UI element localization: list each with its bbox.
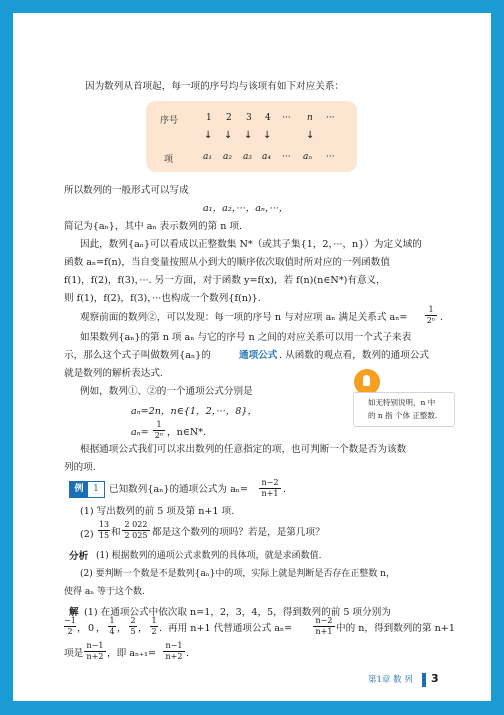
fraction-den: 2 025 bbox=[124, 531, 148, 540]
fraction bbox=[425, 305, 437, 326]
paragraph-line: 因此，数列{aₙ}可以看成以正整数集 N*（或其子集{1，2，···，n}）为定义域的 bbox=[80, 239, 422, 250]
table-cell: a₁ bbox=[203, 152, 212, 162]
question-2: 都是这个数列的项吗？若是，是第几项？ bbox=[152, 527, 325, 538]
note-line: 的 n 指 个体 正整数. bbox=[368, 411, 438, 420]
analysis-line: (2) 要判断一个数是不是数列{aₙ}中的项，实际上就是判断是否存在正整数 n， bbox=[80, 569, 395, 579]
paragraph-line: 根据通项公式我们可以求出数列的任意指定的项，也可判断一个数是否为该数 bbox=[80, 444, 407, 455]
fraction bbox=[108, 616, 116, 637]
down-arrow-icon: ↓ bbox=[244, 130, 253, 141]
footer-chapter: 第1章 数 列 bbox=[368, 675, 413, 685]
table-row1-label: 序号 bbox=[160, 116, 179, 126]
table-cell: ··· bbox=[282, 113, 291, 123]
fraction-num: n−2 bbox=[313, 616, 335, 627]
fraction bbox=[259, 478, 281, 499]
solution-line: ，即 aₙ₊₁= bbox=[107, 648, 157, 659]
term-general-formula: 通项公式 bbox=[239, 350, 278, 361]
paragraph: 所以数列的一般形式可以写成 bbox=[64, 185, 189, 196]
table-cell: aₙ bbox=[303, 152, 313, 162]
fraction-num: 1 bbox=[151, 616, 157, 625]
analysis-line: (1) 根据数列的通项公式求数列的具体项，就是求函数值. bbox=[96, 551, 322, 561]
paragraph-line: 示，那么这个式子叫做数列{aₙ}的 bbox=[64, 350, 211, 361]
solution-line: 项是 bbox=[64, 648, 84, 659]
intro-text: 因为数列从首项起，每一项的序号均与该项有如下对应关系： bbox=[85, 81, 345, 92]
analysis-line: 使得 aₙ 等于这个数. bbox=[64, 587, 145, 597]
down-arrow-icon: ↓ bbox=[204, 130, 213, 141]
fraction-den: n+2 bbox=[86, 652, 104, 661]
fraction bbox=[84, 641, 106, 662]
value: 0 bbox=[88, 623, 95, 634]
solution-line: (1) 在通项公式中依次取 n=1，2，3，4，5，得到数列的前 5 项分别为 bbox=[84, 607, 391, 618]
table-cell: 4 bbox=[265, 113, 271, 123]
solution-line: 中的 n，得到数列的第 n+1 bbox=[336, 623, 455, 634]
fraction-num: 13 bbox=[98, 520, 110, 529]
formula: aₙ=2n，n∈{1，2，···，8}， bbox=[131, 406, 258, 417]
fraction-num: n−1 bbox=[163, 641, 185, 652]
fraction-den: n+2 bbox=[165, 652, 183, 661]
fraction-num: n−2 bbox=[259, 478, 281, 489]
fraction-num: 1 bbox=[153, 420, 165, 431]
paragraph-line: . 从函数的观点看，数列的通项公式 bbox=[279, 350, 430, 361]
fraction-den: 2ⁿ bbox=[426, 316, 436, 325]
fraction-den: n+1 bbox=[315, 627, 333, 636]
fraction-den: 15 bbox=[98, 531, 110, 540]
fraction-den: 4 bbox=[109, 627, 115, 636]
fraction-den: 2 bbox=[151, 627, 157, 636]
fraction bbox=[153, 420, 165, 441]
table-cell: 3 bbox=[246, 113, 252, 123]
paragraph-line: 列的项. bbox=[64, 462, 96, 473]
table-cell: a₄ bbox=[262, 152, 271, 162]
table-cell: ··· bbox=[326, 113, 335, 123]
analysis-label: 分析 bbox=[69, 551, 89, 562]
footer-divider bbox=[422, 673, 426, 687]
table-cell: ··· bbox=[282, 152, 291, 162]
fraction-den: 2ⁿ bbox=[154, 431, 164, 440]
fraction bbox=[122, 520, 150, 541]
fraction: −1 2 bbox=[64, 616, 76, 636]
paragraph: 观察前面的数列②，可以发现：每一项的序号 n 与对应项 aₙ 满足关系式 aₙ= bbox=[80, 312, 408, 323]
paragraph-line: 则 f(1)，f(2)，f(3)，···也构成一个数列{f(n)}. bbox=[64, 293, 261, 304]
formula: a₁，a₂，···，aₙ，···， bbox=[203, 203, 289, 214]
down-arrow-icon: ↓ bbox=[263, 130, 272, 141]
table-cell: ··· bbox=[326, 152, 335, 162]
side-note bbox=[353, 392, 455, 427]
paragraph: 例如，数列①、②的一个通项公式分别是 bbox=[80, 386, 253, 397]
solution-line: 再用 n+1 代替通项公式 aₙ= bbox=[168, 623, 293, 634]
fraction bbox=[163, 641, 185, 662]
table-cell: a₃ bbox=[243, 152, 252, 162]
paragraph-line: 函数 aₙ=f(n)，当自变量按照从小到大的顺序依次取值时所对应的一列函数值 bbox=[64, 257, 390, 268]
down-arrow-icon: ↓ bbox=[224, 130, 233, 141]
table-cell: n bbox=[307, 113, 313, 123]
fraction-den: n+1 bbox=[261, 489, 279, 498]
example-badge-label: 例 bbox=[70, 482, 88, 497]
note-line: 如无特别说明，n 中 bbox=[368, 398, 436, 407]
question-2-mid: 和 bbox=[111, 527, 121, 538]
fraction-den: 2 bbox=[67, 627, 73, 636]
paragraph-line: f(1)，f(2)，f(3)，···. 另一方面，对于函数 y=f(x)，若 f(n)(n∈N*)有意义， bbox=[64, 275, 386, 286]
example-badge-number: 1 bbox=[93, 484, 99, 494]
table-cell: 1 bbox=[206, 113, 212, 123]
solution-label: 解 bbox=[69, 607, 79, 618]
fraction-den: 5 bbox=[130, 627, 136, 636]
fraction-num: 1 bbox=[425, 305, 437, 316]
fraction bbox=[150, 616, 158, 637]
fraction-num: 1 bbox=[109, 616, 115, 625]
example-badge bbox=[69, 481, 105, 498]
page: 因为数列从首项起，每一项的序号均与该项有如下对应关系： 序号 1 2 3 4 ··· n ··· ↓ ↓ ↓ ↓ ↓ 项 a₁ a₂ a₃ a₄ ··· aₙ ··· 所以数列的一般形式可以写成 a₁，a₂，···，aₙ，···， 简记为{aₙ}，其中 aₙ 表示数列的第 n 项. 因此，数列{aₙ}可以看成以正整数集 N*（或其子集{1，2，···，n}）为定义域的 函数 aₙ=f(n)，当自变量按照从小到大的顺序依次取值时所对应的一列函数值 f(1)，f(2)，f(3)，···. 另一方面，对于函数 y=f(x)，若 f(n)(n∈N*)有意义， 则 f(1)，f(2)，f(3)，···也构成一个数列{f(n)}. 观察前面的数列②，可以发现：每一项的序号 n 与对应项 aₙ 满足关系式 aₙ= $\frac{1}{\text{2ⁿ}}$ . 如果数列{aₙ}的第 n 项 aₙ 与它的序号 n 之间的对应关系可以用一个式子来表 示，那么这个式子叫做数列{aₙ}的 通项公式 . 从函数的观点看，数列的通项公式 就是数列的解析表达式. 例如，数列①、②的一个通项公式分别是 aₙ=2n，n∈{1，2，···，8}， aₙ= $\frac{1}{\text{2ⁿ}}$ ，n∈N*. 如无特别说明，n 中 的 n 指 个体 正整数. 根据通项公式我们可以求出数列的任意指定的项，也可判断一个数是否为该数 列的项. 例 1 已知数列{aₙ}的通项公式为 aₙ= $\frac{n-2}{n+1}$ . (1) 写出数列的前 5 项及第 n+1 项. (2) $\frac{13}{15}$ 和 $\frac{2 022}{2 025}$ 都是这个数列的项吗？若是，是第几项？ 分析 (1) 根据数列的通项公式求数列的具体项，就是求函数值. (2) 要判断一个数是不是数列{aₙ}中的项，实际上就是判断是否存在正整数 n， 使得 aₙ 等于这个数. 解 (1) 在通项公式中依次取 n=1，2，3，4，5，得到数列的前 5 项分别为 −1 2 ， 0 ， $\frac{1}{4}$ ， $\frac{2}{5}$ ， $\frac{1}{2}$ . 再用 n+1 代替通项公式 aₙ= $\frac{n-2}{n+1}$ 中的 n，得到数列的第 n+1 项是 $\frac{n-1}{n+2}$ ，即 aₙ₊₁= $\frac{n-1}{n+2}$ . 第1章 数 列 3 bbox=[13, 13, 491, 701]
formula-prefix: aₙ= bbox=[131, 427, 149, 438]
fraction-num: 2 022 bbox=[122, 520, 150, 531]
fraction bbox=[129, 616, 137, 637]
paragraph-line: 如果数列{aₙ}的第 n 项 aₙ 与它的序号 n 之间的对应关系可以用一个式子来表 bbox=[80, 332, 412, 343]
fraction bbox=[313, 616, 335, 637]
fraction-num: 1 bbox=[70, 616, 76, 625]
formula-suffix: ，n∈N*. bbox=[167, 427, 207, 438]
table-row2-label: 项 bbox=[164, 155, 174, 165]
paragraph-line: 就是数列的解析表达式. bbox=[64, 368, 163, 379]
table-cell: a₂ bbox=[223, 152, 232, 162]
fraction bbox=[98, 520, 110, 541]
table-cell: 2 bbox=[226, 113, 232, 123]
fraction-num: 2 bbox=[130, 616, 136, 625]
fraction-num: n−1 bbox=[84, 641, 106, 652]
page-number: 3 bbox=[431, 672, 439, 685]
question-1: (1) 写出数列的前 5 项及第 n+1 项. bbox=[80, 506, 235, 517]
down-arrow-icon: ↓ bbox=[306, 130, 315, 141]
correspondence-table bbox=[146, 101, 357, 172]
example-stem: 已知数列{aₙ}的通项公式为 aₙ= bbox=[109, 484, 248, 495]
paragraph: 简记为{aₙ}，其中 aₙ 表示数列的第 n 项. bbox=[64, 221, 243, 232]
